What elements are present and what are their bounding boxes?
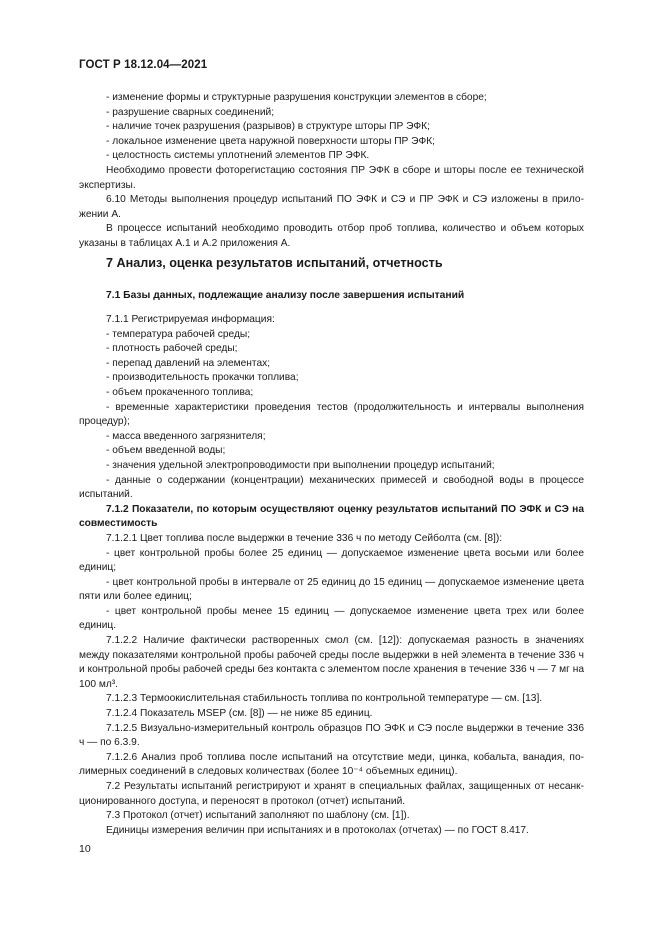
list-item: - температура рабочей среды; [106, 328, 251, 340]
paragraph: 7.1.2.6 Анализ проб топлива после испытаний на отсутствие меди, цинка, кобальта, ванадия, по-лимерных соединений в следовых количествах (более 10⁻⁴ объемных единиц). [79, 751, 584, 778]
list-item: - цвет контрольной пробы в интервале от 25 единиц до 15 единиц — допускаемое изменение цвета пяти или более единиц; [79, 576, 584, 603]
list-item: - временные характеристики проведения тестов (продолжительность и интервалы выполнения процедур); [79, 401, 584, 428]
list-item: - объем прокаченного топлива; [106, 386, 254, 398]
list-item: - перепад давлений на элементах; [106, 357, 271, 369]
paragraph: 7.2 Результаты испытаний регистрируют и хранят в специальных файлах, защищенных от несанк-ционированного доступа, и переносят в протокол (отчет) испытаний. [79, 781, 584, 807]
paragraph: 7.1.2.2 Наличие фактически растворенных смол (см. [12]): допускаемая разность в значениях между показателями контрольной пробы рабочей среды после выдержки в ней элемента в течение 336 ч и контрольной пробы рабочей среды без контакта с элементом после хранения в течение 336 ч — 7 мг на 100 мл³. [79, 635, 585, 690]
list-item: - значения удельной электропроводимости при выполнении процедур испытаний; [106, 459, 495, 471]
paragraph: Необходимо провести фоторегистацию состояния ПР ЭФК в сборе и шторы после ее технической экспертизы. [79, 164, 584, 191]
paragraph: 7.3 Протокол (отчет) испытаний заполняют по шаблону (см. [1]). [106, 810, 410, 822]
paragraph: - целостность системы уплотнений элементов ПР ЭФК. [106, 150, 370, 162]
page-number: 10 [79, 843, 91, 855]
paragraph: 7.1.2.4 Показатель MSEP (см. [8]) — не ниже 85 единиц. [106, 708, 373, 720]
paragraph: 7.1.2.1 Цвет топлива после выдержки в течение 336 ч по методу Сейболта (см. [8]): [106, 532, 503, 544]
list-item: - цвет контрольной пробы менее 15 единиц — допускаемое изменение цвета трех или более единиц. [79, 605, 584, 632]
document-header: ГОСТ Р 18.12.04—2021 [79, 59, 208, 71]
paragraph: Единицы измерения величин при испытаниях и в протоколах (отчетах) — по ГОСТ 8.417. [106, 824, 529, 836]
paragraph: - локальное изменение цвета наружной поверхности шторы ПР ЭФК; [106, 135, 436, 147]
list-item: - плотность рабочей среды; [106, 343, 238, 355]
paragraph: - разрушение сварных соединений; [106, 106, 275, 118]
list-item: - масса введенного загрязнителя; [106, 430, 266, 442]
paragraph: 6.10 Методы выполнения процедур испытаний ПО ЭФК и СЭ и ПР ЭФК и СЭ изложены в прило-жении А. [79, 194, 584, 220]
list-item: - объем введенной воды; [106, 445, 226, 457]
bold-paragraph: 7.1.2 Показатели, по которым осуществляют оценку результатов испытаний ПО ЭФК и СЭ на совместимость [79, 503, 584, 530]
list-item: - цвет контрольной пробы более 25 единиц — допускаемое изменение цвета восьми или более единиц; [79, 547, 584, 574]
paragraph: - изменение формы и структурные разрушения конструкции элементов в сборе; [106, 92, 487, 103]
paragraph: 7.1.2.3 Термоокислительная стабильность топлива по контрольной температуре — см. [13]. [106, 693, 543, 705]
subsection-title: 7.1 Базы данных, подлежащие анализу после завершения испытаний [106, 290, 465, 301]
body-block-2 [79, 313, 584, 838]
paragraph: 7.1.1 Регистрируемая информация: [106, 314, 275, 325]
section-title: 7 Анализ, оценка результатов испытаний, отчетность [106, 256, 443, 270]
paragraph: - наличие точек разрушения (разрывов) в структуре шторы ПР ЭФК; [106, 121, 430, 133]
list-item: - данные о содержании (концентрации) механических примесей и свободной воды в процессе испытаний. [79, 474, 584, 501]
paragraph: В процессе испытаний необходимо проводить отбор проб топлива, количество и объем которых указаны в таблицах А.1 и А.2 приложения А. [79, 223, 584, 249]
body-block-1 [79, 91, 584, 252]
paragraph: 7.1.2.5 Визуально-измерительный контроль образцов ПО ЭФК и СЭ после выдержки в течение 336 ч — по 6.3.9. [79, 722, 584, 749]
list-item: - производительность прокачки топлива; [106, 372, 299, 384]
